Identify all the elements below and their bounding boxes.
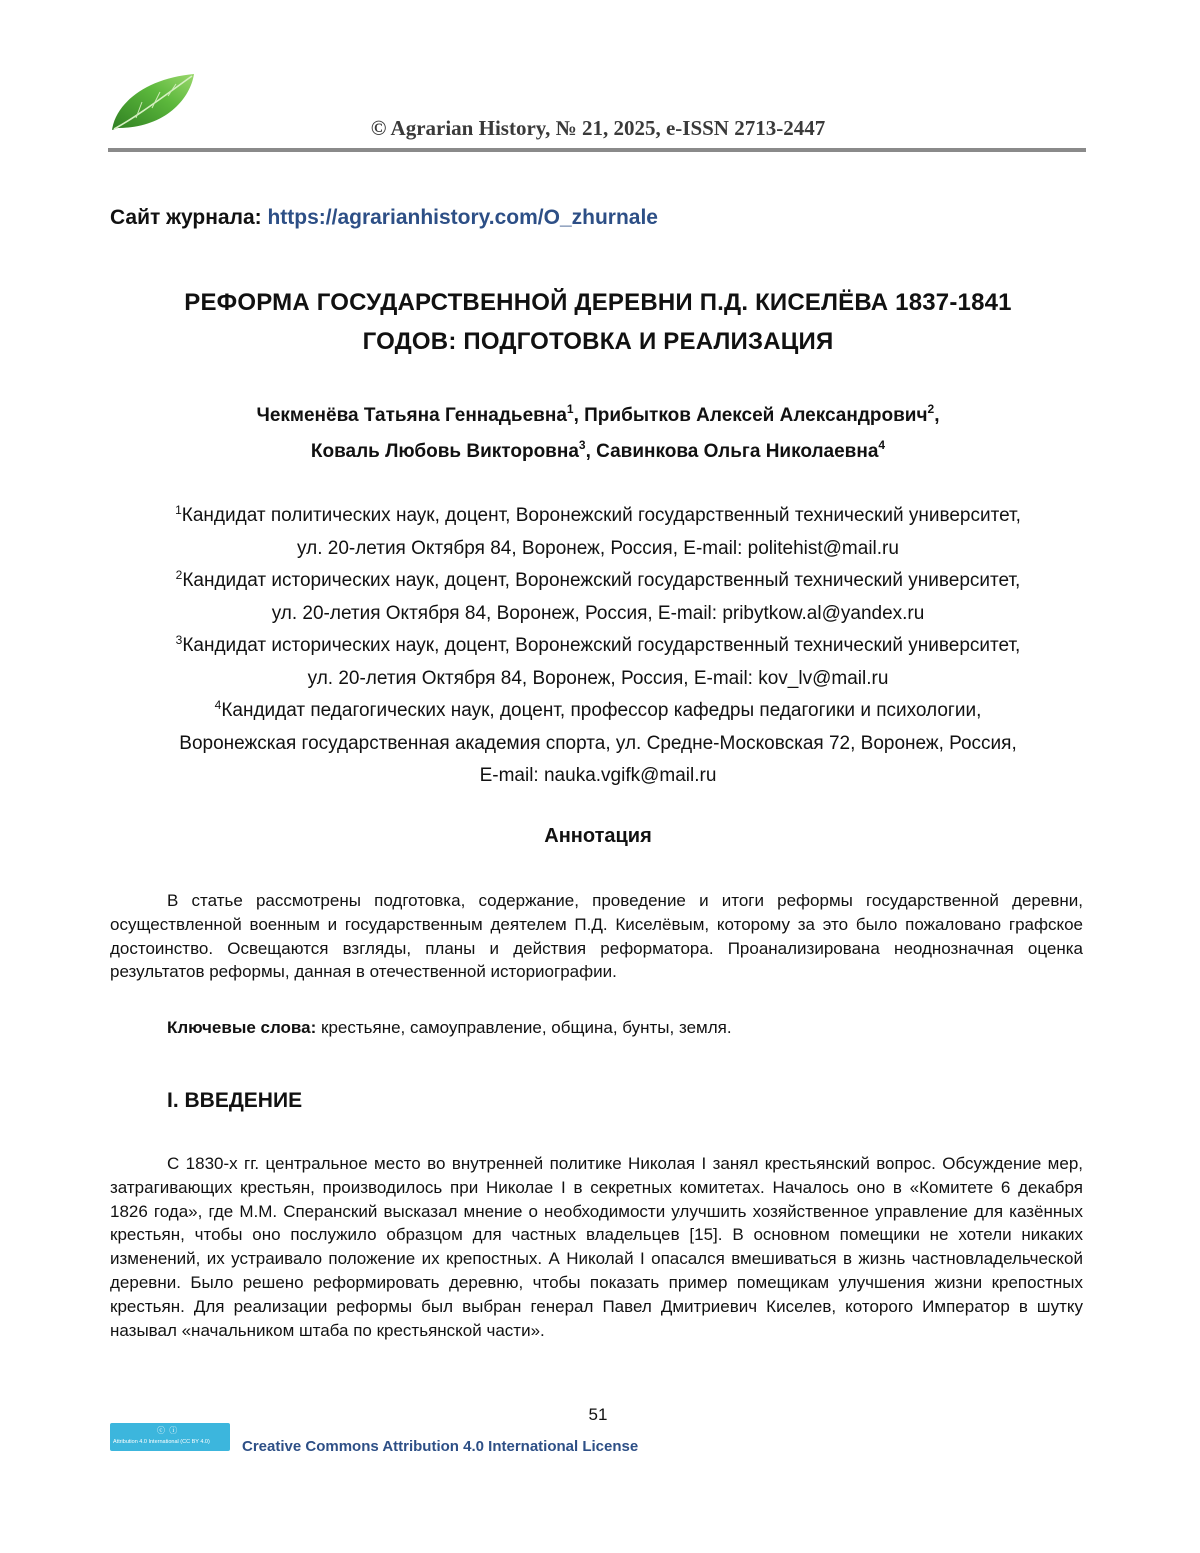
header-divider	[108, 148, 1086, 152]
section-heading-introduction: I. ВВЕДЕНИЕ	[167, 1089, 303, 1112]
title-line-2: ГОДОВ: ПОДГОТОВКА И РЕАЛИЗАЦИЯ	[362, 328, 834, 355]
affiliation-line: ул. 20-летия Октября 84, Воронеж, Россия, E-mail: politehist@mail.ru	[297, 537, 899, 559]
affiliation-line	[100, 565, 1096, 598]
affiliation-line: ул. 20-летия Октября 84, Воронеж, Россия, E-mail: pribytkow.al@yandex.ru	[271, 602, 925, 624]
affiliation-text: Кандидат исторических наук, доцент, Воронежский государственный технический университет,	[182, 635, 1021, 656]
author-name: Прибытков Алексей Александрович	[584, 405, 928, 426]
affiliation-line	[100, 500, 1096, 533]
affiliation-sup: 3	[175, 633, 183, 647]
title-line-1: РЕФОРМА ГОСУДАРСТВЕННОЙ ДЕРЕВНИ П.Д. КИСЕЛЁВА 1837-1841	[184, 289, 1012, 316]
author-sup: 2	[927, 402, 935, 416]
affiliation-line: Воронежская государственная академия спорта, ул. Средне-Московская 72, Воронеж, Россия,	[179, 732, 1017, 754]
author-separator: ,	[934, 405, 940, 426]
cc-badge-text: Attribution 4.0 International (CC BY 4.0)	[113, 1439, 210, 1445]
affiliation-line: E-mail: nauka.vgifk@mail.ru	[479, 765, 717, 786]
author-separator: ,	[585, 441, 591, 462]
affiliation-line	[100, 630, 1096, 663]
keywords-label: Ключевые слова:	[167, 1018, 317, 1037]
affiliation-line: ул. 20-летия Октября 84, Воронеж, Россия, E-mail: kov_lv@mail.ru	[307, 667, 889, 689]
license-link[interactable]: Creative Commons Attribution 4.0 International License	[242, 1438, 639, 1455]
page-number: 51	[588, 1405, 608, 1424]
author-name: Коваль Любовь Викторовна	[310, 441, 579, 462]
article-title	[108, 283, 1088, 361]
site-label: Сайт журнала:	[110, 206, 262, 229]
author-name: Чекменёва Татьяна Геннадьевна	[256, 405, 567, 426]
introduction-paragraph: С 1830-х гг. центральное место во внутренней политике Николая I занял крестьянский вопрос. Обсуждение мер, затрагивающих крестьян, производилось при Николае I в секретных комитетах. Началось оно в «Комитете 6 декабря 1826 года», где М.М. Сперанский высказал мнение о необходимости улучшить хозяйственное управление для казённых крестьян, чтобы оно послужило образцом для частных владельцев [15]. В основном помещики не хотели никаких изменений, их устраивало положение их крепостных. А Николай I опасался вмешиваться в жизнь частновладельческой деревни. Было решено реформировать деревню, чтобы показать пример помещикам улучшения жизни крепостных крестьян. Для реализации реформы был выбран генерал Павел Дмитриевич Киселев, которого Император в шутку называл «начальником штаба по крестьянской части».	[110, 1154, 1083, 1340]
keywords-list: крестьяне, самоуправление, община, бунты, земля.	[316, 1018, 732, 1037]
affiliation-text: Кандидат политических наук, доцент, Воронежский государственный технический университет,	[181, 505, 1021, 526]
abstract-heading: Аннотация	[544, 825, 652, 847]
authors-line-2	[108, 434, 1088, 470]
affiliations-block	[100, 500, 1096, 793]
affiliation-sup: 1	[175, 503, 182, 517]
authors-line-1	[108, 398, 1088, 434]
journal-site-line	[110, 206, 658, 230]
cc-license-badge[interactable]	[110, 1423, 230, 1451]
site-link[interactable]: https://agrarianhistory.com/O_zhurnale	[267, 206, 658, 229]
journal-header: © Agrarian History, № 21, 2025, e-ISSN 2713-2447	[370, 116, 826, 140]
affiliation-sup: 4	[214, 698, 222, 712]
author-name: Савинкова Ольга Николаевна	[596, 441, 879, 462]
affiliation-line	[100, 695, 1096, 728]
author-sup: 4	[878, 438, 886, 452]
cc-by-icon: ⓒ ⓘ	[157, 1426, 179, 1435]
affiliation-text: Кандидат исторических наук, доцент, Воронежский государственный технический университет,	[182, 570, 1021, 591]
author-sup: 1	[566, 402, 574, 416]
affiliation-text: Кандидат педагогических наук, доцент, профессор кафедры педагогики и психологии,	[221, 700, 982, 721]
abstract-text: В статье рассмотрены подготовка, содержание, проведение и итоги реформы государственной деревни, осуществленной военным и государственным деятелем П.Д. Киселёвым, которому за это было пожаловано графское достоинство. Освещаются взгляды, планы и действия реформатора. Проанализирована неоднозначная оценка результатов реформы, данная в отечественной историографии.	[110, 891, 1083, 982]
author-sup: 3	[578, 438, 586, 452]
keywords-line	[167, 1018, 732, 1038]
authors-block	[108, 398, 1088, 470]
author-separator: ,	[573, 405, 579, 426]
affiliation-sup: 2	[175, 568, 183, 582]
